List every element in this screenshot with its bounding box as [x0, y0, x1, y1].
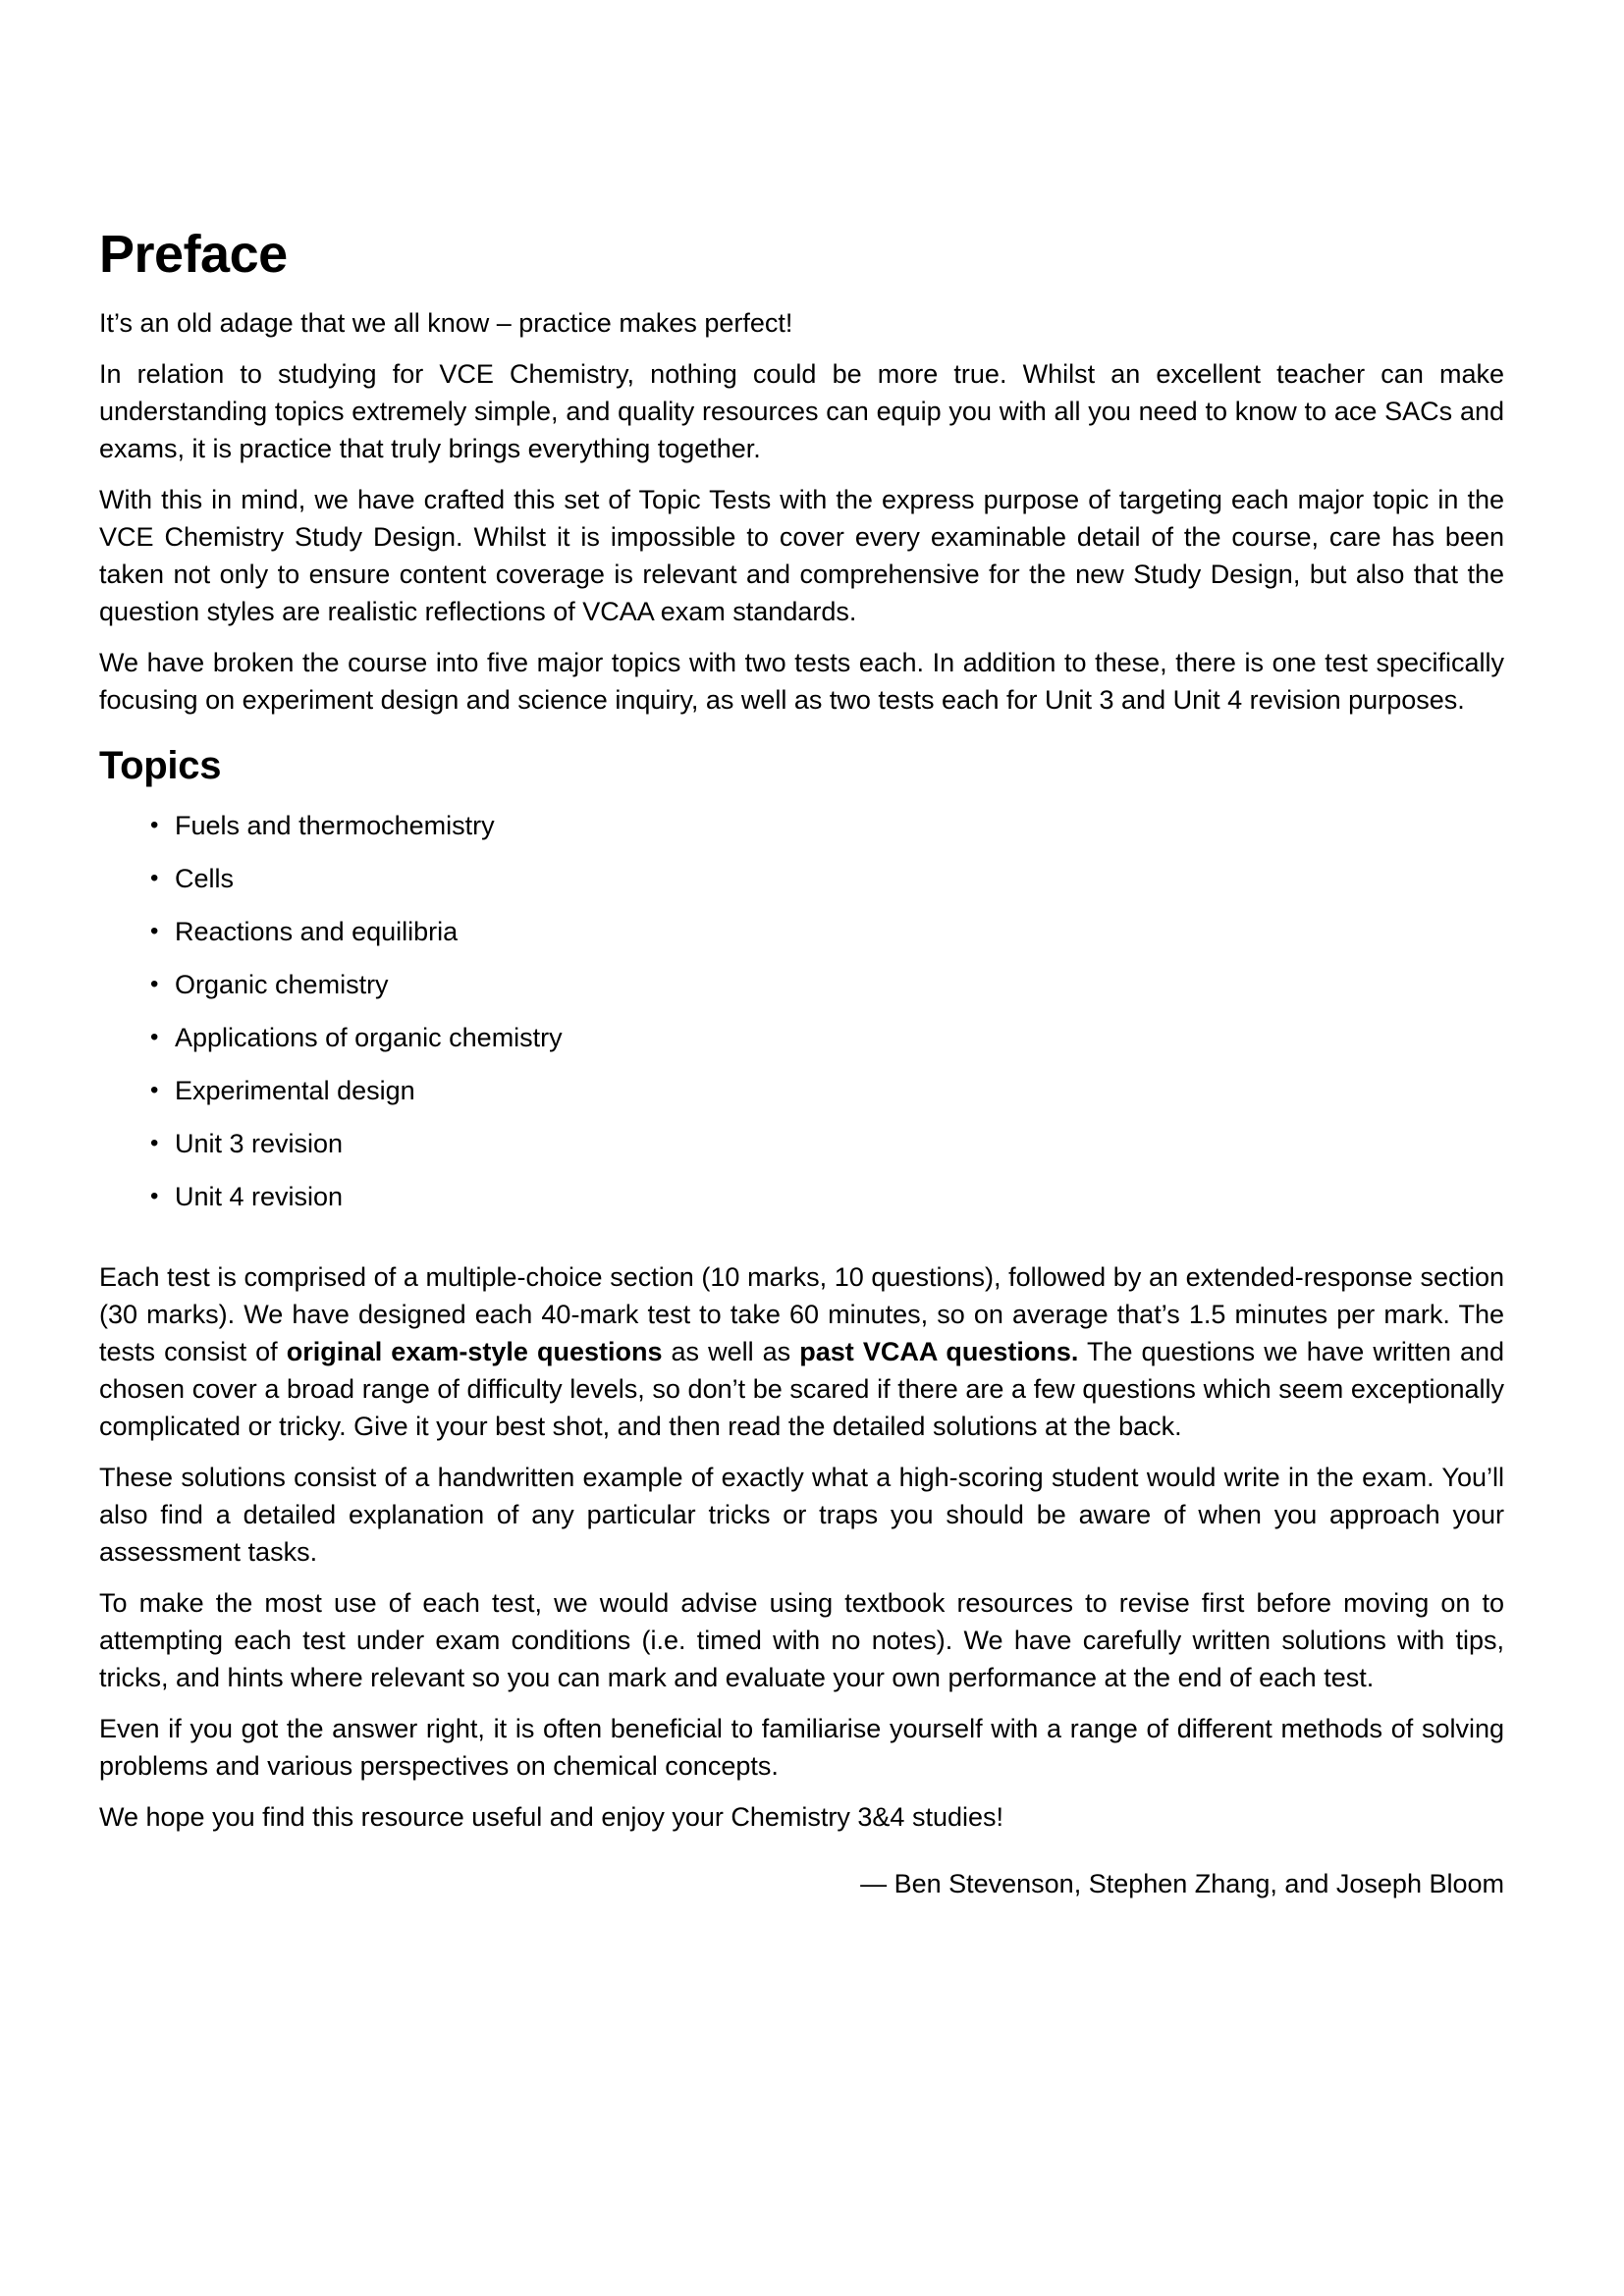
- paragraph-adage: It’s an old adage that we all know – practice makes perfect!: [99, 308, 793, 338]
- topic-item-experimental: • Experimental design: [150, 1072, 1504, 1109]
- paragraph-crafted: With this in mind, we have crafted this set of Topic Tests with the express purpose of targeting each major topic in the VCE Chemistry Study Design. Whilst it is impossible to cover every examinable detail of the course, care has been taken not only to ensure content coverage is relevant and comprehensive for the new Study Design, but also that the question styles are realistic reflections of VCAA exam standards.: [99, 485, 1504, 626]
- paragraph-test-structure: [99, 1258, 1504, 1445]
- topic-item-applications: • Applications of organic chemistry: [150, 1019, 1504, 1056]
- topic-item-organic: • Organic chemistry: [150, 966, 1504, 1003]
- text-segment: as well as: [662, 1337, 800, 1366]
- text-segment-bold-vcaa: past VCAA questions.: [799, 1337, 1079, 1366]
- topic-item-reactions: • Reactions and equilibria: [150, 913, 1504, 950]
- paragraph-advice: To make the most use of each test, we would advise using textbook resources to revise first before moving on to attempting each test under exam conditions (i.e. timed with no notes). We have carefully written solutions with tips, tricks, and hints where relevant so you can mark and evaluate your own performance at the end of each test.: [99, 1588, 1504, 1692]
- text-segment: The questions we have written and chosen cover a broad range of difficulty levels, so don’t be scared if there are a few questions which seem exceptionally complicated or tricky. Give it your best shot, and then read the detailed solutions at the back.: [99, 1337, 1504, 1441]
- topics-list: [99, 807, 1504, 1215]
- topics-heading: Topics: [99, 744, 222, 787]
- paragraph-hope: We hope you find this resource useful and enjoy your Chemistry 3&4 studies!: [99, 1802, 1003, 1832]
- text-segment: Each test is comprised of a multiple-choice section (10 marks, 10 questions), followed by an extended-response section (30 marks). We have designed each 40-mark test to take 60 minutes, so on average that’s 1.5 minutes per mark. The tests consist of: [99, 1262, 1504, 1366]
- page-title: Preface: [99, 225, 288, 284]
- topic-item-unit4: • Unit 4 revision: [150, 1178, 1504, 1215]
- paragraph-solutions: These solutions consist of a handwritten example of exactly what a high-scoring student would write in the exam. You’ll also find a detailed explanation of any particular tricks or traps you should be aware of when you approach your assessment tasks.: [99, 1463, 1504, 1567]
- author-signature: — Ben Stevenson, Stephen Zhang, and Joseph Bloom: [860, 1869, 1504, 1898]
- paragraph-methods: Even if you got the answer right, it is often beneficial to familiarise yourself with a range of different methods of solving problems and various perspectives on chemical concepts.: [99, 1714, 1504, 1781]
- text-segment-bold-original: original exam-style questions: [286, 1337, 663, 1366]
- topic-item-fuels: • Fuels and thermochemistry: [150, 807, 1504, 844]
- paragraph-relation: In relation to studying for VCE Chemistry, nothing could be more true. Whilst an excellent teacher can make understanding topics extremely simple, and quality resources can equip you with all you need to know to ace SACs and exams, it is practice that truly brings everything together.: [99, 359, 1504, 463]
- paragraph-broken: We have broken the course into five major topics with two tests each. In addition to these, there is one test specifically focusing on experiment design and science inquiry, as well as two tests each for Unit 3 and Unit 4 revision purposes.: [99, 648, 1504, 715]
- topic-item-cells: • Cells: [150, 860, 1504, 897]
- topic-item-unit3: • Unit 3 revision: [150, 1125, 1504, 1162]
